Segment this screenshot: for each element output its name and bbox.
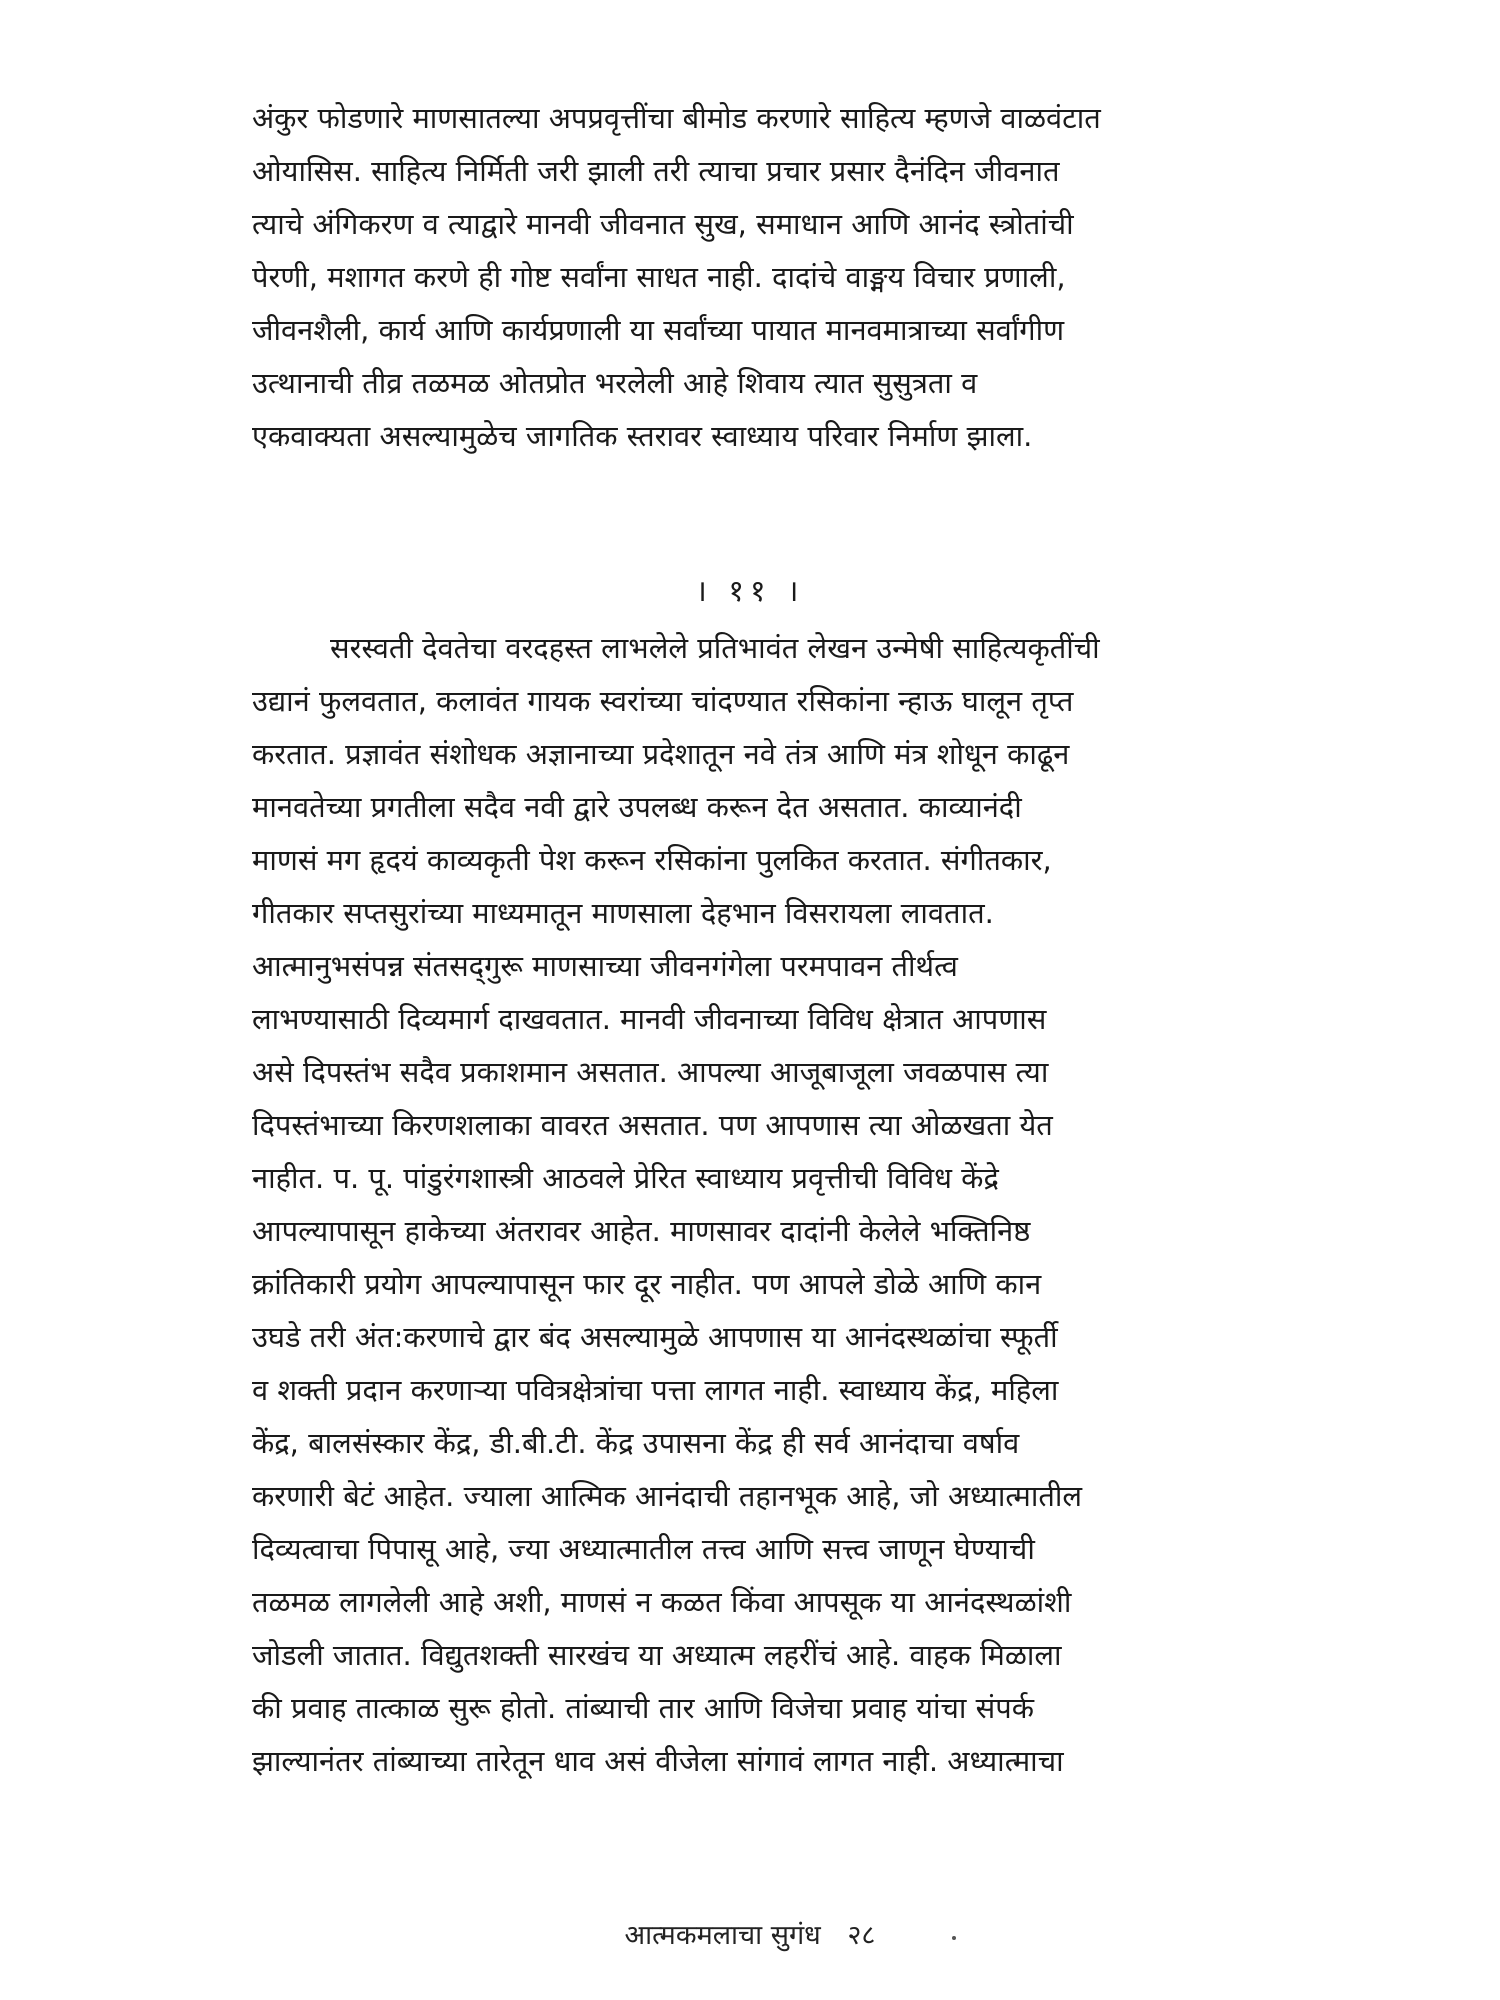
paragraph-line: एकवाक्यता असल्यामुळेच जागतिक स्तरावर स्वाध्याय परिवार निर्माण झाला. bbox=[252, 419, 1033, 453]
print-speck bbox=[952, 1936, 956, 1940]
paragraph-line: तळमळ लागलेली आहे अशी, माणसं न कळत किंवा आपसूक या आनंदस्थळांशी bbox=[252, 1585, 1072, 1619]
paragraph-line: नाहीत. प. पू. पांडुरंगशास्त्री आठवले प्रेरित स्वाध्याय प्रवृत्तीची विविध केंद्रे bbox=[252, 1161, 999, 1195]
paragraph-line: मानवतेच्या प्रगतीला सदैव नवी द्वारे उपलब्ध करून देत असतात. काव्यानंदी bbox=[252, 790, 1022, 824]
paragraph-line: झाल्यानंतर तांब्याच्या तारेतून धाव असं वीजेला सांगावं लागत नाही. अध्यात्माचा bbox=[252, 1744, 1064, 1778]
paragraph-line: त्याचे अंगिकरण व त्याद्वारे मानवी जीवनात सुख, समाधान आणि आनंद स्त्रोतांची bbox=[252, 207, 1074, 241]
paragraph-line: उद्यानं फुलवतात, कलावंत गायक स्वरांच्या चांदण्यात रसिकांना न्हाऊ घालून तृप्त bbox=[252, 684, 1074, 718]
paragraph-line: आत्मानुभसंपन्न संतसद्‌गुरू माणसाच्या जीवनगंगेला परमपावन तीर्थत्व bbox=[252, 949, 958, 983]
paragraph-line: माणसं मग हृदयं काव्यकृती पेश करून रसिकांना पुलकित करतात. संगीतकार, bbox=[252, 843, 1052, 877]
paragraph-line: दिपस्तंभाच्या किरणशलाका वावरत असतात. पण आपणास त्या ओळखता येत bbox=[252, 1108, 1053, 1142]
paragraph-line: उत्थानाची तीव्र तळमळ ओतप्रोत भरलेली आहे शिवाय त्यात सुसुत्रता व bbox=[252, 366, 978, 400]
paragraph-line: आपल्यापासून हाकेच्या अंतरावर आहेत. माणसावर दादांनी केलेले भक्तिनिष्ठ bbox=[252, 1214, 1031, 1248]
paragraph-line: करतात. प्रज्ञावंत संशोधक अज्ञानाच्या प्रदेशातून नवे तंत्र आणि मंत्र शोधून काढून bbox=[252, 737, 1070, 771]
paragraph-line: अंकुर फोडणारे माणसातल्या अपप्रवृत्तींचा बीमोड करणारे साहित्य म्हणजे वाळवंटात bbox=[252, 101, 1101, 135]
paragraph-line: करणारी बेटं आहेत. ज्याला आत्मिक आनंदाची तहानभूक आहे, जो अध्यात्मातील bbox=[252, 1479, 1083, 1513]
section-number: । ११ । bbox=[695, 574, 805, 609]
footer-book-title: आत्मकमलाचा सुगंध bbox=[624, 1920, 821, 1951]
paragraph-line: उघडे तरी अंत:करणाचे द्वार बंद असल्यामुळे आपणास या आनंदस्थळांचा स्फूर्ती bbox=[252, 1320, 1058, 1354]
paragraph-line: सरस्वती देवतेचा वरदहस्त लाभलेले प्रतिभावंत लेखन उन्मेषी साहित्यकृतींची bbox=[330, 631, 1100, 665]
paragraph-line: गीतकार सप्तसुरांच्या माध्यमातून माणसाला देहभान विसरायला लावतात. bbox=[252, 896, 994, 930]
page-footer bbox=[0, 1918, 1500, 1954]
paragraph-line: जीवनशैली, कार्य आणि कार्यप्रणाली या सर्वांच्या पायात मानवमात्राच्या सर्वांगीण bbox=[252, 313, 1065, 347]
paragraph-line: असे दिपस्तंभ सदैव प्रकाशमान असतात. आपल्या आजूबाजूला जवळपास त्या bbox=[252, 1055, 1049, 1089]
paragraph-line: जोडली जातात. विद्युतशक्ती सारखंच या अध्यात्म लहरींचं आहे. वाहक मिळाला bbox=[252, 1638, 1062, 1672]
footer-page-number: २८ bbox=[847, 1920, 876, 1951]
paragraph-line: व शक्ती प्रदान करणाऱ्या पवित्रक्षेत्रांचा पत्ता लागत नाही. स्वाध्याय केंद्र, महिला bbox=[252, 1373, 1059, 1407]
paragraph-line: लाभण्यासाठी दिव्यमार्ग दाखवतात. मानवी जीवनाच्या विविध क्षेत्रात आपणास bbox=[252, 1002, 1047, 1036]
paragraph-line: की प्रवाह तात्काळ सुरू होतो. तांब्याची तार आणि विजेचा प्रवाह यांचा संपर्क bbox=[252, 1691, 1034, 1725]
paragraph-line: ओयासिस. साहित्य निर्मिती जरी झाली तरी त्याचा प्रचार प्रसार दैनंदिन जीवनात bbox=[252, 154, 1060, 188]
paragraph-line: पेरणी, मशागत करणे ही गोष्ट सर्वांना साधत नाही. दादांचे वाङ्मय विचार प्रणाली, bbox=[252, 260, 1066, 294]
paragraph-line: क्रांतिकारी प्रयोग आपल्यापासून फार दूर नाहीत. पण आपले डोळे आणि कान bbox=[252, 1267, 1042, 1301]
paragraph-line: केंद्र, बालसंस्कार केंद्र, डी.बी.टी. केंद्र उपासना केंद्र ही सर्व आनंदाचा वर्षाव bbox=[252, 1426, 1020, 1460]
paragraph-line: दिव्यत्वाचा पिपासू आहे, ज्या अध्यात्मातील तत्त्व आणि सत्त्व जाणून घेण्याची bbox=[252, 1532, 1035, 1566]
